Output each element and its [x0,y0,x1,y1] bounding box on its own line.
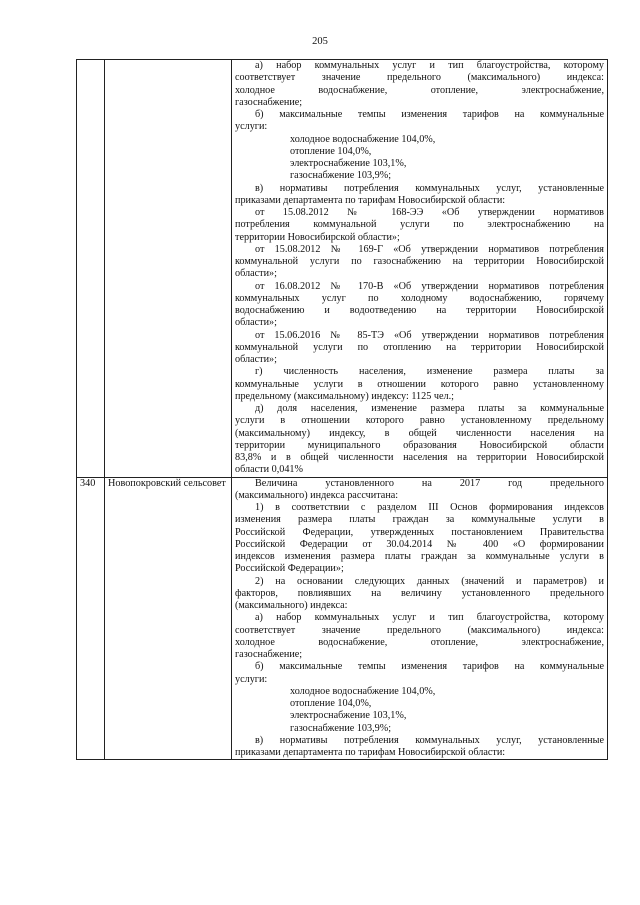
text-line: а) набор коммунальных услуг и тип благоустройства, которому [255,612,604,624]
table-row [77,60,608,478]
text-line: холодное водоснабжение 104,0%, [290,685,436,697]
text-line: от 16.08.2012 № 170-В «Об утверждении нормативов потребления [255,280,604,292]
row-number-cell: 340 [77,477,105,760]
text-line: газоснабжение 103,9%; [290,722,392,734]
text-line: Российской Федерации, утвержденных постановлением Правительства [235,526,604,538]
text-line: от 15.08.2012 № 168-ЭЭ «Об утверждении нормативов [255,207,604,218]
text-line: 1) в соответствии с разделом III Основ формирования индексов [255,502,604,513]
text-line: а) набор коммунальных услуг и тип благоустройства, которому [255,60,604,71]
text-line: изменения размера платы граждан за коммунальные услуги в [235,514,604,526]
text-line: в) нормативы потребления коммунальных услуг, установленные [255,182,604,194]
text-line: газоснабжение; [235,649,303,660]
text-line: электроснабжение 103,1%, [290,710,407,722]
text-line: б) максимальные темпы изменения тарифов на коммунальные [255,661,604,673]
text-line: холодное водоснабжение 104,0%, [290,133,436,145]
document-table [76,59,608,760]
text-line: Российской Федерации»; [235,563,344,575]
municipality-name-cell [105,60,232,478]
text-line: водоснабжению и водоотведению на территории Новосибирской [235,305,604,316]
text-line: потребления коммунальной услуги по электроснабжению на [235,219,604,231]
text-line: соответствует значение предельного (максимального) индекса: [235,624,604,636]
municipality-name-cell: Новопокровский сельсовет [105,477,232,760]
text-line: области»; [235,354,277,365]
text-line: от 15.06.2016 № 85-ТЭ «Об утверждении нормативов потребления [255,329,604,341]
text-line: (максимального) индекса: [235,600,348,611]
text-line: 83,8% и в общей численности населения на территории Новосибирской [235,452,604,463]
text-line: факторов, повлиявших на величину установленного предельного [235,587,604,599]
table-body [77,60,608,760]
text-line: территории Новосибирской области»; [235,231,400,243]
text-line: 2) на основании следующих данных (значений и параметров) и [255,575,604,587]
text-line: д) доля населения, изменение размера платы за коммунальные [255,403,604,414]
text-line: Российской Федерации от 30.04.2014 № 400 «О формировании [235,538,604,550]
row-number-cell [77,60,105,478]
text-line: коммунальной услуги по отоплению на территории Новосибирской [235,341,604,353]
text-line: отопление 104,0%, [290,698,372,709]
text-line: соответствует значение предельного (максимального) индекса: [235,72,604,84]
table-row [77,477,608,760]
text-line: услуги: [235,121,268,133]
text-line: холодное водоснабжение, отопление, электроснабжение, [235,636,604,648]
text-line: области»; [235,268,277,280]
text-line: газоснабжение; [235,96,303,108]
text-line: услуги в отношении которого равно установленному предельному [235,415,604,427]
text-line: приказами департамента по тарифам Новосибирской области: [235,747,506,758]
text-line: территории муниципального образования Новосибирской области [235,439,604,451]
text-line: коммунальные услуги в отношении которого равно установленному [235,378,604,390]
text-line: коммунальных услуг по холодному водоснабжению, горячему [235,292,604,304]
text-line: в) нормативы потребления коммунальных услуг, установленные [255,734,604,746]
text-line: от 15.08.2012 № 169-Г «Об утверждении нормативов потребления [255,243,604,255]
text-line: отопление 104,0%, [290,145,372,157]
text-line: коммунальной услуги по газоснабжению на территории Новосибирской [235,256,604,267]
page-number: 205 [312,36,328,47]
text-line: (максимального) индекса рассчитана: [235,489,399,501]
text-line: б) максимальные темпы изменения тарифов на коммунальные [255,109,604,120]
text-line: г) численность населения, изменение размера платы за [255,366,604,378]
text-line: области 0,041% [235,464,304,476]
description-cell [232,60,608,478]
text-line: предельному (максимальному) индексу: 1125 чел.; [235,390,454,402]
text-line: (максимальному) индексу, в общей численности населения на [235,427,604,439]
text-line: газоснабжение 103,9%; [290,170,392,182]
text-line: холодное водоснабжение, отопление, электроснабжение, [235,84,604,96]
text-line: индексов изменения размера платы граждан за коммунальные услуги в [235,551,604,562]
text-line: области»; [235,317,277,329]
text-line: электроснабжение 103,1%, [290,158,407,169]
text-line: услуги: [235,673,268,685]
text-line: Величина установленного на 2017 год предельного [255,477,604,489]
text-line: приказами департамента по тарифам Новосибирской области: [235,194,506,206]
description-cell [232,477,608,760]
